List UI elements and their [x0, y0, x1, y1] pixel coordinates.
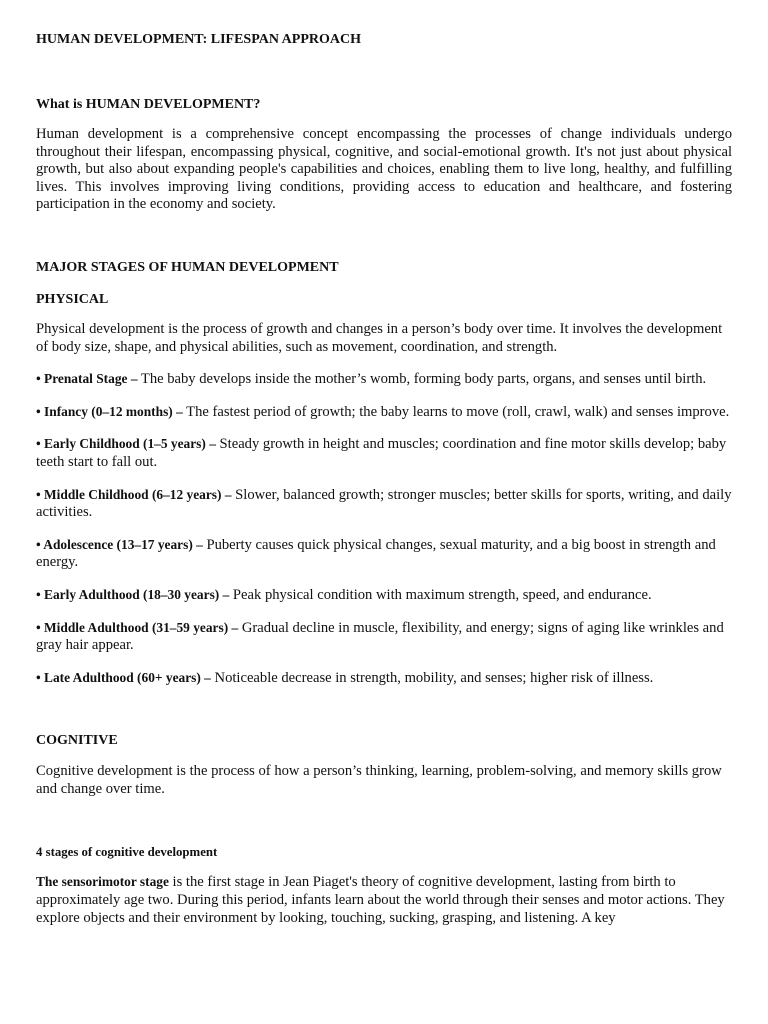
list-item [36, 486, 732, 522]
stage-term: • Prenatal Stage – [36, 371, 138, 387]
list-item [36, 403, 732, 422]
stage-term: • Middle Adulthood (31–59 years) – [36, 619, 239, 635]
cognitive-stages-subheading: 4 stages of cognitive development [36, 845, 218, 860]
stage-text: The fastest period of growth; the baby learns to move (roll, crawl, walk) and senses improve. [182, 403, 730, 420]
what-is-heading: What is HUMAN DEVELOPMENT? [36, 97, 261, 112]
list-item [36, 536, 732, 572]
sensorimotor-term: The sensorimotor stage [36, 874, 169, 890]
physical-heading: PHYSICAL [36, 291, 109, 307]
sensorimotor-text: is the first stage in Jean Piaget's theory of cognitive development, lasting from birth to approximately age two. During this period, infants learn about the world through their senses and motor actions. They explore objects and their environment by looking, touching, sucking, grasping, and listening. A key [36, 874, 725, 926]
sensorimotor-paragraph [36, 873, 732, 927]
document-page [36, 30, 732, 927]
list-item [36, 435, 732, 471]
stage-text: Peak physical condition with maximum strength, speed, and endurance. [229, 586, 652, 603]
stage-text: Noticeable decrease in strength, mobility, and senses; higher risk of illness. [210, 669, 654, 686]
major-stages-heading: MAJOR STAGES OF HUMAN DEVELOPMENT [36, 259, 339, 275]
stage-term: • Late Adulthood (60+ years) – [36, 669, 211, 685]
list-item [36, 619, 732, 655]
cognitive-description: Cognitive development is the process of how a person’s thinking, learning, problem-solving, and memory skills grow and change over time. [36, 763, 722, 797]
stage-term: • Middle Childhood (6–12 years) – [36, 486, 232, 502]
physical-description: Physical development is the process of growth and changes in a person’s body over time. It involves the development of body size, shape, and physical abilities, such as movement, coordination, and strength. [36, 320, 723, 355]
stage-text: Puberty causes quick physical changes, sexual maturity, and a big boost in strength and energy. [36, 536, 716, 571]
list-item [36, 586, 732, 605]
stage-text: Steady growth in height and muscles; coordination and fine motor skills develop; baby teeth start to fall out. [36, 436, 727, 470]
list-item [36, 669, 732, 688]
stage-text: Slower, balanced growth; stronger muscles; better skills for sports, writing, and daily activities. [36, 486, 732, 521]
document-title: HUMAN DEVELOPMENT: LIFESPAN APPROACH [36, 32, 361, 47]
stage-term: • Early Adulthood (18–30 years) – [36, 586, 230, 602]
list-item [36, 370, 732, 389]
stage-term: • Infancy (0–12 months) – [36, 403, 183, 419]
stage-term: • Adolescence (13–17 years) – [36, 536, 203, 552]
physical-stages-list [36, 370, 732, 687]
intro-paragraph: Human development is a comprehensive concept encompassing the processes of change individuals undergo throughout their lifespan, encompassing physical, cognitive, and social-emotional growth. It's not just about physical growth, but also about expanding people's capabilities and choices, enabling them to live long, healthy, and fulfilling lives. This involves improving living conditions, providing access to education and healthcare, and fostering participation in the economy and society. [36, 126, 732, 213]
cognitive-heading: COGNITIVE [36, 733, 118, 749]
stage-text: The baby develops inside the mother’s womb, forming body parts, organs, and senses until birth. [137, 371, 707, 388]
stage-term: • Early Childhood (1–5 years) – [36, 436, 216, 452]
stage-text: Gradual decline in muscle, flexibility, and energy; signs of aging like wrinkles and gray hair appear. [36, 619, 724, 654]
